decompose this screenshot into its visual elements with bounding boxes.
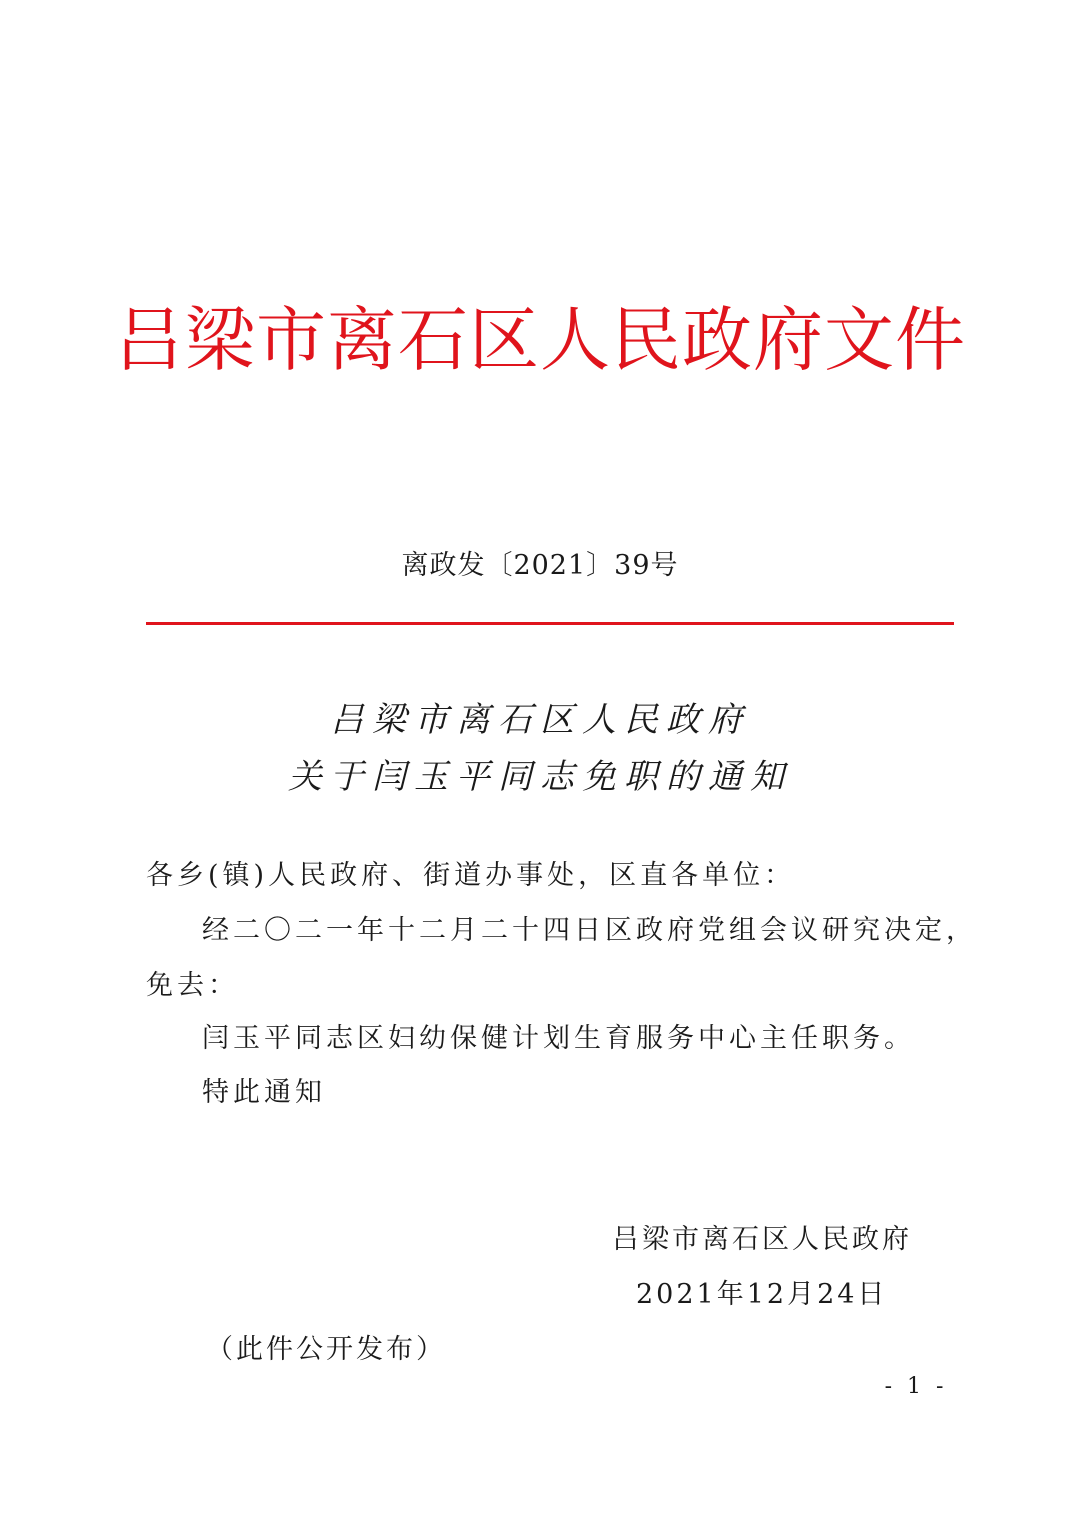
body-paragraph-2: 闫玉平同志区妇幼保健计划生育服务中心主任职务。	[202, 1023, 915, 1054]
notice-title-line-1: 吕梁市离石区人民政府	[330, 700, 750, 740]
red-divider-line	[146, 622, 954, 625]
signature-organization: 吕梁市离石区人民政府	[612, 1224, 912, 1255]
body-paragraph-1-line-1: 经二〇二一年十二月二十四日区政府党组会议研究决定，	[202, 915, 977, 946]
body-paragraph-3: 特此通知	[202, 1077, 326, 1108]
document-number: 离政发〔2021〕39号	[401, 550, 679, 581]
page-number: - 1 -	[884, 1374, 948, 1399]
salutation: 各乡(镇)人民政府、街道办事处，区直各单位：	[146, 860, 796, 891]
notice-title-line-2: 关于闫玉平同志免职的通知	[288, 757, 792, 797]
disclosure-note: （此件公开发布）	[206, 1334, 446, 1365]
signature-date: 2021年12月24日	[636, 1279, 888, 1310]
document-header-title: 吕梁市离石区人民政府文件	[114, 299, 966, 381]
body-paragraph-1-line-2: 免去：	[146, 970, 239, 1001]
